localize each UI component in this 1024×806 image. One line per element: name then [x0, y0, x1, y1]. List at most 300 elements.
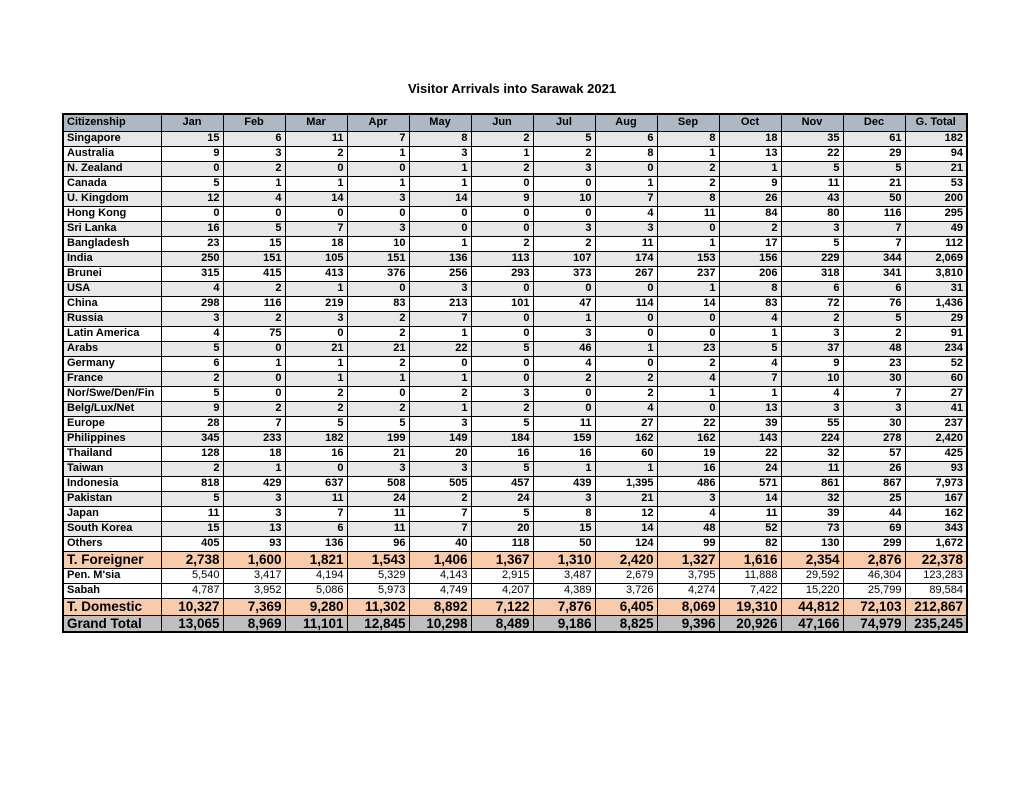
table-row: [63, 568, 967, 583]
data-cell: 5: [719, 341, 781, 356]
data-cell: 149: [409, 431, 471, 446]
data-cell: 18: [719, 131, 781, 146]
data-cell: 75: [223, 326, 285, 341]
data-cell: 10,298: [409, 615, 471, 632]
data-cell: 174: [595, 251, 657, 266]
row-label: Pen. M'sia: [63, 568, 161, 583]
data-cell: 96: [347, 536, 409, 551]
column-header-may: May: [409, 114, 471, 131]
data-cell: 25: [843, 491, 905, 506]
data-cell: 130: [781, 536, 843, 551]
data-cell: 7: [347, 131, 409, 146]
data-cell: 2: [223, 281, 285, 296]
data-cell: 11: [347, 521, 409, 536]
data-cell: 9: [161, 401, 223, 416]
data-cell: 3: [533, 221, 595, 236]
data-cell: 22: [781, 146, 843, 161]
data-cell: 156: [719, 251, 781, 266]
data-cell: 818: [161, 476, 223, 491]
data-cell: 13: [719, 146, 781, 161]
data-cell: 4: [657, 371, 719, 386]
data-cell: 8,892: [409, 598, 471, 615]
data-cell: 76: [843, 296, 905, 311]
table-row: [63, 551, 967, 568]
data-cell: 2,738: [161, 551, 223, 568]
data-cell: 3: [781, 221, 843, 236]
column-header-nov: Nov: [781, 114, 843, 131]
data-cell: 1: [285, 281, 347, 296]
data-cell: 24: [471, 491, 533, 506]
table-row: [63, 251, 967, 266]
data-cell: 7: [409, 506, 471, 521]
data-cell: 35: [781, 131, 843, 146]
data-cell: 3: [347, 221, 409, 236]
data-cell: 9: [161, 146, 223, 161]
data-cell: 4: [533, 356, 595, 371]
row-label: Sabah: [63, 583, 161, 598]
data-cell: 3: [223, 146, 285, 161]
row-label: Philippines: [63, 431, 161, 446]
row-label: India: [63, 251, 161, 266]
row-total-cell: 295: [905, 206, 967, 221]
data-cell: 136: [409, 251, 471, 266]
data-cell: 345: [161, 431, 223, 446]
data-cell: 40: [409, 536, 471, 551]
data-cell: 2: [657, 161, 719, 176]
data-cell: 224: [781, 431, 843, 446]
data-cell: 11: [719, 506, 781, 521]
data-cell: 10: [533, 191, 595, 206]
data-cell: 571: [719, 476, 781, 491]
data-cell: 1: [347, 176, 409, 191]
table-row: [63, 146, 967, 161]
data-cell: 5,973: [347, 583, 409, 598]
data-cell: 293: [471, 266, 533, 281]
data-cell: 1,406: [409, 551, 471, 568]
data-cell: 5: [223, 221, 285, 236]
row-total-cell: 3,810: [905, 266, 967, 281]
data-cell: 48: [843, 341, 905, 356]
data-cell: 136: [285, 536, 347, 551]
data-cell: 0: [533, 176, 595, 191]
data-cell: 2: [347, 356, 409, 371]
data-cell: 0: [471, 221, 533, 236]
data-cell: 3,726: [595, 583, 657, 598]
data-cell: 256: [409, 266, 471, 281]
data-cell: 1,327: [657, 551, 719, 568]
row-label: Nor/Swe/Den/Fin: [63, 386, 161, 401]
table-row: [63, 401, 967, 416]
data-cell: 2: [471, 131, 533, 146]
data-cell: 2: [161, 371, 223, 386]
data-cell: 5: [471, 461, 533, 476]
data-cell: 8: [657, 191, 719, 206]
data-cell: 3,952: [223, 583, 285, 598]
data-cell: 7: [409, 311, 471, 326]
data-cell: 315: [161, 266, 223, 281]
data-cell: 0: [223, 341, 285, 356]
data-cell: 26: [843, 461, 905, 476]
data-cell: 0: [161, 206, 223, 221]
data-cell: 11: [285, 131, 347, 146]
data-cell: 4: [223, 191, 285, 206]
data-cell: 151: [223, 251, 285, 266]
data-cell: 1,616: [719, 551, 781, 568]
data-cell: 3: [409, 146, 471, 161]
data-cell: 159: [533, 431, 595, 446]
data-cell: 15,220: [781, 583, 843, 598]
data-cell: 2: [347, 401, 409, 416]
table-head: [63, 114, 967, 131]
data-cell: 30: [843, 416, 905, 431]
data-cell: 0: [347, 386, 409, 401]
data-cell: 29,592: [781, 568, 843, 583]
data-cell: 1,367: [471, 551, 533, 568]
data-cell: 80: [781, 206, 843, 221]
table-row: [63, 416, 967, 431]
data-cell: 5: [471, 416, 533, 431]
column-header-sep: Sep: [657, 114, 719, 131]
data-cell: 1: [223, 356, 285, 371]
data-cell: 0: [533, 206, 595, 221]
data-cell: 1: [595, 341, 657, 356]
data-cell: 213: [409, 296, 471, 311]
table-row: [63, 536, 967, 551]
data-cell: 439: [533, 476, 595, 491]
column-header-g-total: G. Total: [905, 114, 967, 131]
data-cell: 83: [347, 296, 409, 311]
table-row: [63, 583, 967, 598]
data-cell: 299: [843, 536, 905, 551]
table-header-row: [63, 114, 967, 131]
data-cell: 15: [533, 521, 595, 536]
data-cell: 8,489: [471, 615, 533, 632]
data-cell: 4,194: [285, 568, 347, 583]
data-cell: 5: [161, 176, 223, 191]
data-cell: 7: [409, 521, 471, 536]
data-cell: 83: [719, 296, 781, 311]
data-cell: 11: [657, 206, 719, 221]
data-cell: 13,065: [161, 615, 223, 632]
data-cell: 0: [471, 356, 533, 371]
data-cell: 0: [595, 326, 657, 341]
data-cell: 1: [409, 401, 471, 416]
table-row: [63, 476, 967, 491]
data-cell: 143: [719, 431, 781, 446]
data-cell: 12: [595, 506, 657, 521]
data-cell: 3: [285, 311, 347, 326]
data-cell: 2: [409, 491, 471, 506]
data-cell: 4: [161, 326, 223, 341]
data-cell: 1: [657, 281, 719, 296]
table-row: [63, 206, 967, 221]
data-cell: 15: [223, 236, 285, 251]
table-row: [63, 131, 967, 146]
data-cell: 7: [595, 191, 657, 206]
data-cell: 0: [657, 221, 719, 236]
data-cell: 1: [285, 356, 347, 371]
data-cell: 6,405: [595, 598, 657, 615]
data-cell: 0: [285, 461, 347, 476]
data-cell: 457: [471, 476, 533, 491]
data-cell: 182: [285, 431, 347, 446]
row-total-cell: 425: [905, 446, 967, 461]
data-cell: 1: [533, 311, 595, 326]
data-cell: 1,821: [285, 551, 347, 568]
data-cell: 57: [843, 446, 905, 461]
data-cell: 5,086: [285, 583, 347, 598]
column-header-apr: Apr: [347, 114, 409, 131]
row-label: N. Zealand: [63, 161, 161, 176]
data-cell: 0: [595, 311, 657, 326]
data-cell: 2: [471, 401, 533, 416]
data-cell: 74,979: [843, 615, 905, 632]
data-cell: 37: [781, 341, 843, 356]
data-cell: 2: [595, 371, 657, 386]
data-cell: 2: [843, 326, 905, 341]
data-cell: 21: [843, 176, 905, 191]
data-cell: 1: [285, 371, 347, 386]
row-label: Singapore: [63, 131, 161, 146]
data-cell: 22: [719, 446, 781, 461]
row-label: China: [63, 296, 161, 311]
data-cell: 1: [657, 236, 719, 251]
data-cell: 3: [223, 506, 285, 521]
data-cell: 72,103: [843, 598, 905, 615]
data-cell: 43: [781, 191, 843, 206]
data-cell: 0: [471, 326, 533, 341]
data-cell: 3: [533, 491, 595, 506]
data-cell: 0: [285, 326, 347, 341]
row-total-cell: 53: [905, 176, 967, 191]
row-total-cell: 29: [905, 311, 967, 326]
data-cell: 3: [409, 461, 471, 476]
data-cell: 2,354: [781, 551, 843, 568]
row-total-cell: 200: [905, 191, 967, 206]
data-cell: 113: [471, 251, 533, 266]
data-cell: 341: [843, 266, 905, 281]
data-cell: 23: [843, 356, 905, 371]
table-row: [63, 506, 967, 521]
data-cell: 1: [223, 461, 285, 476]
data-cell: 0: [223, 206, 285, 221]
data-cell: 2: [409, 386, 471, 401]
data-cell: 39: [719, 416, 781, 431]
row-label: Pakistan: [63, 491, 161, 506]
data-cell: 11: [533, 416, 595, 431]
table-row: [63, 615, 967, 632]
data-cell: 73: [781, 521, 843, 536]
data-cell: 11,302: [347, 598, 409, 615]
data-cell: 10: [781, 371, 843, 386]
data-cell: 0: [471, 176, 533, 191]
row-total-cell: 60: [905, 371, 967, 386]
data-cell: 1: [657, 386, 719, 401]
data-cell: 32: [781, 446, 843, 461]
row-label: South Korea: [63, 521, 161, 536]
data-cell: 55: [781, 416, 843, 431]
data-cell: 16: [657, 461, 719, 476]
data-cell: 124: [595, 536, 657, 551]
data-cell: 26: [719, 191, 781, 206]
table-row: [63, 176, 967, 191]
data-cell: 2: [161, 461, 223, 476]
data-cell: 2: [223, 311, 285, 326]
data-cell: 250: [161, 251, 223, 266]
data-cell: 21: [285, 341, 347, 356]
data-cell: 13: [223, 521, 285, 536]
data-cell: 2: [285, 386, 347, 401]
table-row: [63, 221, 967, 236]
data-cell: 8: [409, 131, 471, 146]
data-cell: 50: [533, 536, 595, 551]
data-cell: 4: [657, 506, 719, 521]
data-cell: 2,420: [595, 551, 657, 568]
data-cell: 47,166: [781, 615, 843, 632]
data-cell: 4,274: [657, 583, 719, 598]
table-row: [63, 491, 967, 506]
data-cell: 15: [161, 521, 223, 536]
data-cell: 11: [595, 236, 657, 251]
row-label: Others: [63, 536, 161, 551]
data-cell: 10,327: [161, 598, 223, 615]
data-cell: 298: [161, 296, 223, 311]
data-cell: 3: [347, 461, 409, 476]
data-cell: 867: [843, 476, 905, 491]
data-cell: 19: [657, 446, 719, 461]
data-cell: 0: [595, 356, 657, 371]
data-cell: 2: [657, 356, 719, 371]
data-cell: 3,795: [657, 568, 719, 583]
table-row: [63, 296, 967, 311]
data-cell: 8: [657, 131, 719, 146]
data-cell: 107: [533, 251, 595, 266]
data-cell: 10: [347, 236, 409, 251]
data-cell: 2: [533, 146, 595, 161]
data-cell: 20: [409, 446, 471, 461]
data-cell: 1: [595, 461, 657, 476]
row-label: Japan: [63, 506, 161, 521]
data-cell: 28: [161, 416, 223, 431]
data-cell: 21: [347, 341, 409, 356]
data-cell: 278: [843, 431, 905, 446]
data-cell: 52: [719, 521, 781, 536]
row-total-cell: 41: [905, 401, 967, 416]
data-cell: 14: [657, 296, 719, 311]
data-cell: 2: [533, 236, 595, 251]
data-cell: 4: [719, 356, 781, 371]
data-cell: 9: [781, 356, 843, 371]
column-header-citizenship: Citizenship: [63, 114, 161, 131]
row-label: Indonesia: [63, 476, 161, 491]
data-cell: 9,186: [533, 615, 595, 632]
data-cell: 5: [843, 311, 905, 326]
row-total-cell: 52: [905, 356, 967, 371]
data-cell: 1,310: [533, 551, 595, 568]
data-cell: 5,540: [161, 568, 223, 583]
data-cell: 2: [719, 221, 781, 236]
data-cell: 13: [719, 401, 781, 416]
data-cell: 8,969: [223, 615, 285, 632]
row-label: Latin America: [63, 326, 161, 341]
row-total-cell: 93: [905, 461, 967, 476]
row-total-cell: 1,672: [905, 536, 967, 551]
data-cell: 15: [161, 131, 223, 146]
data-cell: 0: [533, 401, 595, 416]
data-cell: 46: [533, 341, 595, 356]
data-cell: 5: [781, 161, 843, 176]
table-row: [63, 371, 967, 386]
data-cell: 16: [533, 446, 595, 461]
table-row: [63, 461, 967, 476]
row-label: Australia: [63, 146, 161, 161]
data-cell: 2,876: [843, 551, 905, 568]
column-header-dec: Dec: [843, 114, 905, 131]
table-row: [63, 598, 967, 615]
data-cell: 8: [719, 281, 781, 296]
data-cell: 11: [285, 491, 347, 506]
data-cell: 22: [657, 416, 719, 431]
data-cell: 508: [347, 476, 409, 491]
data-cell: 14: [719, 491, 781, 506]
data-cell: 0: [595, 281, 657, 296]
data-cell: 2: [347, 326, 409, 341]
data-cell: 0: [285, 161, 347, 176]
data-cell: 8: [533, 506, 595, 521]
data-cell: 1: [657, 146, 719, 161]
table-row: [63, 521, 967, 536]
table-row: [63, 191, 967, 206]
data-cell: 2: [471, 236, 533, 251]
row-total-cell: 123,283: [905, 568, 967, 583]
data-cell: 5: [161, 491, 223, 506]
data-cell: 229: [781, 251, 843, 266]
data-cell: 18: [285, 236, 347, 251]
row-total-cell: 182: [905, 131, 967, 146]
data-cell: 5: [471, 341, 533, 356]
data-cell: 0: [223, 386, 285, 401]
row-label: U. Kingdom: [63, 191, 161, 206]
data-cell: 4,389: [533, 583, 595, 598]
data-cell: 0: [409, 221, 471, 236]
data-cell: 3,487: [533, 568, 595, 583]
data-cell: 5: [781, 236, 843, 251]
data-cell: 3: [657, 491, 719, 506]
data-cell: 0: [471, 371, 533, 386]
data-cell: 1: [409, 161, 471, 176]
data-cell: 162: [595, 431, 657, 446]
data-cell: 72: [781, 296, 843, 311]
data-cell: 3: [843, 401, 905, 416]
data-cell: 162: [657, 431, 719, 446]
data-cell: 6: [223, 131, 285, 146]
data-cell: 99: [657, 536, 719, 551]
data-cell: 267: [595, 266, 657, 281]
data-cell: 2: [595, 386, 657, 401]
data-cell: 5: [285, 416, 347, 431]
data-cell: 5: [161, 341, 223, 356]
data-cell: 3: [409, 281, 471, 296]
row-label: Bangladesh: [63, 236, 161, 251]
data-cell: 6: [781, 281, 843, 296]
data-cell: 60: [595, 446, 657, 461]
data-cell: 0: [347, 161, 409, 176]
data-cell: 233: [223, 431, 285, 446]
page-title: Visitor Arrivals into Sarawak 2021: [407, 81, 617, 96]
data-cell: 1: [719, 386, 781, 401]
column-header-feb: Feb: [223, 114, 285, 131]
data-cell: 1: [223, 176, 285, 191]
